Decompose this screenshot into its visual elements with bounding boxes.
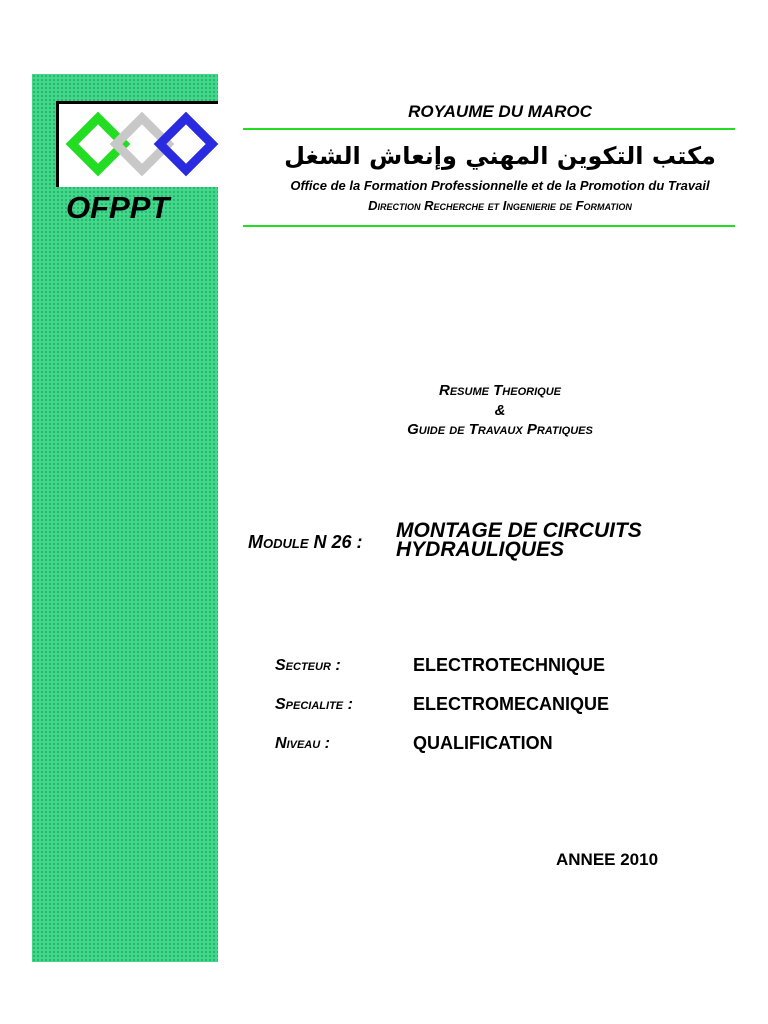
direction-name: Direction Recherche et Ingenierie de Formation [368, 198, 632, 213]
doc-title-line2: Guide de Travaux Pratiques [407, 421, 593, 438]
country-heading: ROYAUME DU MAROC [408, 102, 592, 121]
sector-value: ELECTROTECHNIQUE [413, 655, 606, 675]
office-name: Office de la Formation Professionnelle et de la Promotion du Travail [290, 178, 710, 193]
level-label: Niveau : [275, 735, 330, 752]
level-value: QUALIFICATION [413, 733, 553, 753]
module-title [396, 521, 736, 559]
ofppt-logo-icon [62, 112, 222, 184]
doc-title-line1: Resume Theorique [439, 382, 561, 399]
sector-label: Secteur : [275, 657, 341, 674]
header-rule-top [243, 128, 735, 130]
arabic-office-name: مكتب التكوين المهني وإنعاش الشغل [284, 142, 716, 170]
specialty-label: Specialite : [275, 696, 353, 713]
module-label: Module N 26 : [248, 532, 363, 552]
specialty-value: ELECTROMECANIQUE [413, 694, 610, 714]
logo-wordmark: OFPPT [66, 190, 170, 225]
doc-title-ampersand: & [494, 402, 506, 419]
module-title-line2: HYDRAULIQUES [396, 538, 565, 561]
year-label: ANNEE 2010 [556, 850, 659, 869]
header-rule-bottom [243, 225, 735, 227]
module-title-line1: MONTAGE DE CIRCUITS [396, 519, 642, 542]
